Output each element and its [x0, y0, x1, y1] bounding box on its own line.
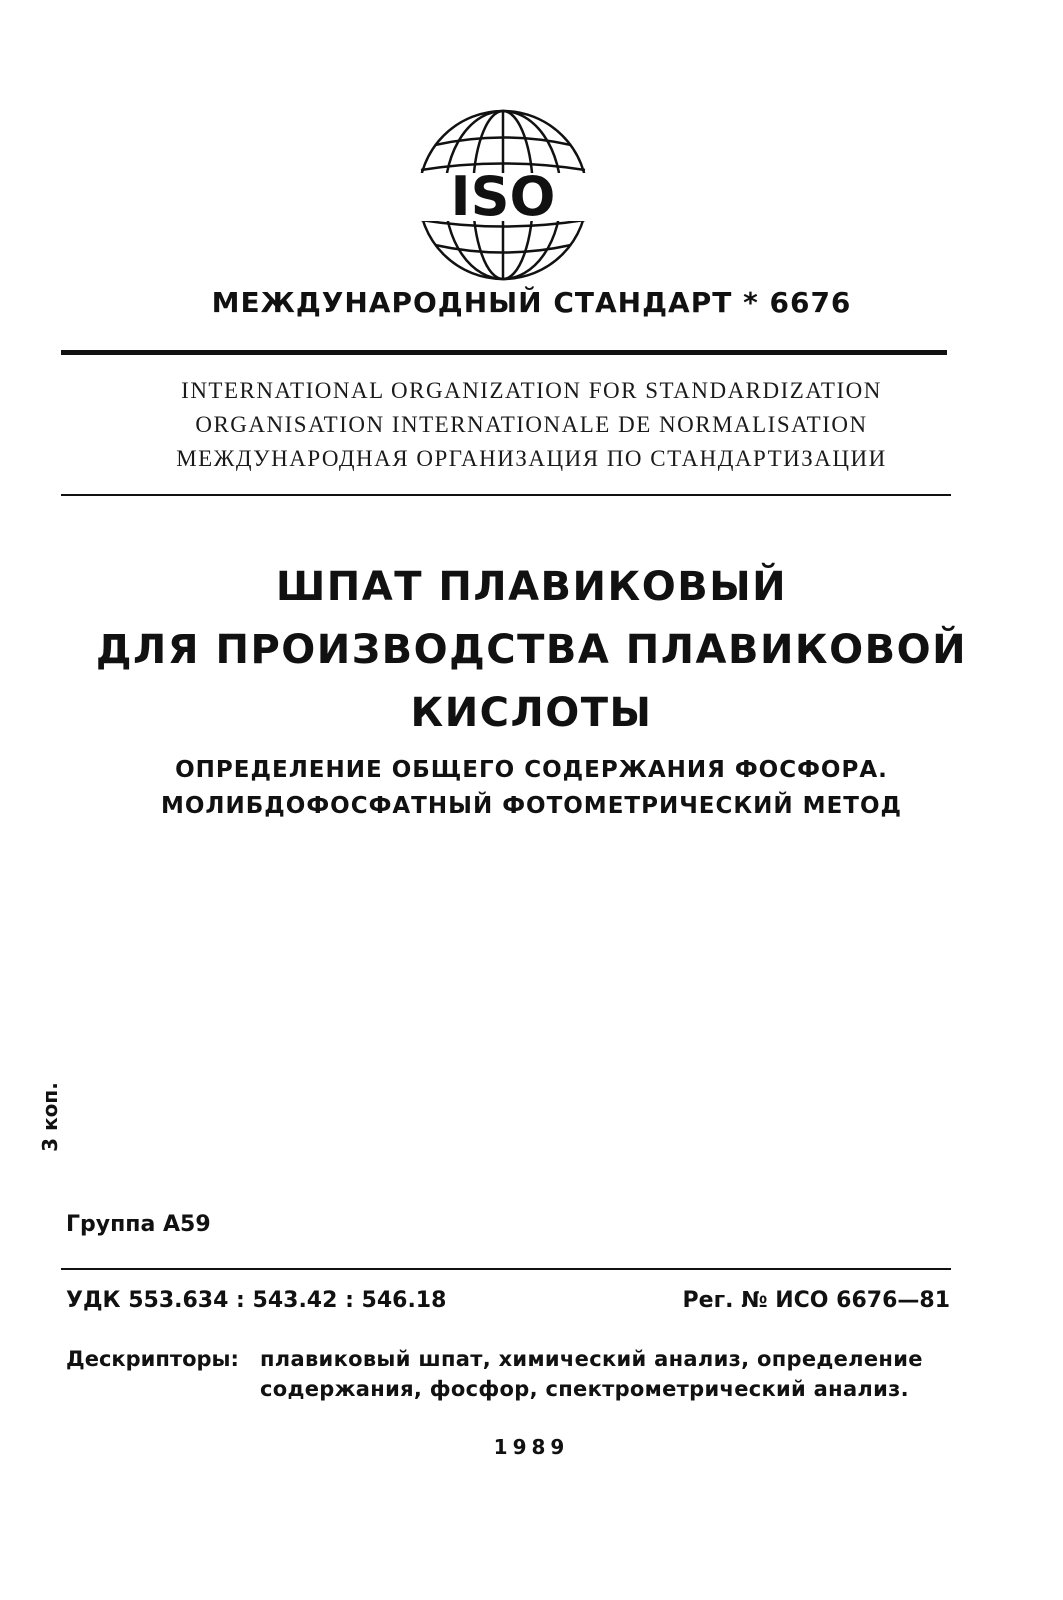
descriptors-line-2: содержания, фосфор, спектрометрический анализ. — [260, 1377, 909, 1401]
publication-year: 1989 — [493, 1435, 570, 1459]
title-line-1: ШПАТ ПЛАВИКОВЫЙ — [275, 564, 788, 610]
subtitle-line-2: МОЛИБДОФОСФАТНЫЙ ФОТОМЕТРИЧЕСКИЙ МЕТОД — [160, 793, 903, 819]
iso-logo-text: ISO — [450, 165, 556, 228]
registration-number: Рег. № ИСО 6676—81 — [682, 1288, 950, 1313]
org-name-english: INTERNATIONAL ORGANIZATION FOR STANDARDIZATION — [181, 378, 882, 403]
group-code: Группа А59 — [66, 1212, 211, 1237]
udk-code: УДК 553.634 : 543.42 : 546.18 — [66, 1288, 447, 1313]
subtitle-line-1: ОПРЕДЕЛЕНИЕ ОБЩЕГО СОДЕРЖАНИЯ ФОСФОРА. — [175, 757, 888, 783]
org-name-russian: МЕЖДУНАРОДНАЯ ОРГАНИЗАЦИЯ ПО СТАНДАРТИЗАЦИИ — [176, 446, 887, 471]
standard-number-heading: МЕЖДУНАРОДНЫЙ СТАНДАРТ * 6676 — [211, 286, 852, 319]
title-line-3: КИСЛОТЫ — [410, 690, 653, 736]
price-label: 3 коп. — [38, 1082, 62, 1152]
top-divider — [61, 350, 947, 355]
iso-globe-logo — [413, 105, 593, 285]
title-line-2: ДЛЯ ПРОИЗВОДСТВА ПЛАВИКОВОЙ — [95, 627, 968, 673]
bottom-divider — [61, 494, 951, 496]
footer-divider — [61, 1268, 951, 1270]
descriptors-label: Дескрипторы: — [66, 1347, 239, 1371]
descriptors-line-1: плавиковый шпат, химический анализ, определение — [260, 1347, 923, 1371]
document-title — [0, 556, 1063, 745]
document-subtitle — [0, 752, 1063, 824]
org-name-french: ORGANISATION INTERNATIONALE DE NORMALISATION — [195, 412, 868, 437]
organization-names — [0, 374, 1063, 476]
